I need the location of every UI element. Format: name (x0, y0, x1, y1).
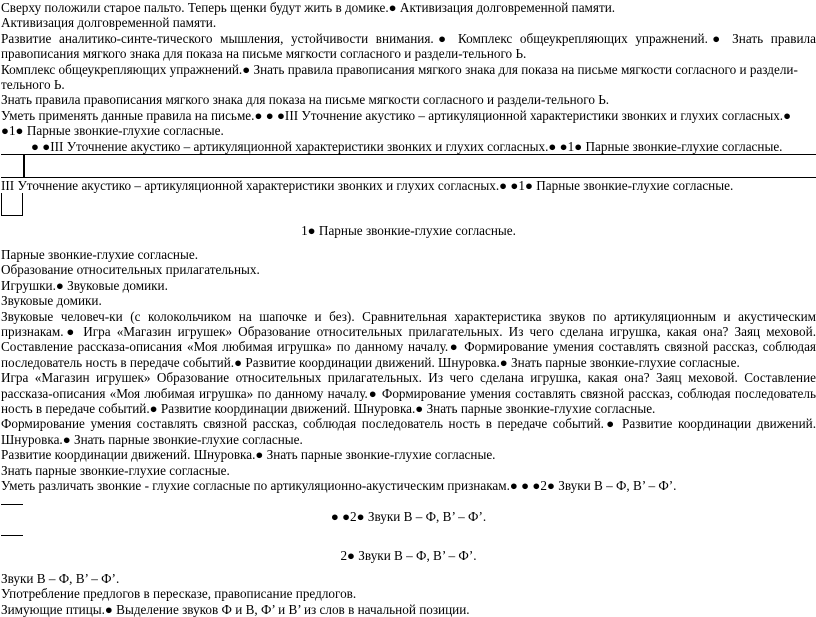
text-paragraph: Развитие аналитико-синте-тического мышления, устойчивости внимания.● Комплекс общеукрепляющих упражнений.● Знать правила правописания мягкого знака для показа на письме мягкости согласного и раздели-тельного Ь. (1, 30, 816, 62)
text-line: Знать парные звонкие-глухие согласные. (1, 462, 230, 478)
text-line: Парные звонкие-глухие согласные. (1, 246, 198, 262)
text-line (1, 493, 816, 508)
text-line: Употребление предлогов в пересказе, правописание предлогов. (1, 586, 357, 602)
text-line: Комплекс общеукрепляющих упражнений.● Знать правила правописания мягкого знака для показа на письме мягкости согласного и раздели-тельного Ь. (1, 61, 798, 93)
spacer (1, 563, 816, 571)
text-paragraph: Формирование умения составлять связной рассказ, соблюдая последователь ность в передаче событий.● Развитие координации движений. Шнуровка.● Знать парные звонкие-глухие согласные. (1, 416, 816, 447)
text-line: Сверху положили старое пальто. Теперь щенки будут жить в домике.● Активизация долговременной памяти. (1, 0, 616, 15)
spacer (1, 215, 816, 223)
text-line: Активизация долговременной памяти. (1, 15, 217, 31)
spacer (1, 239, 816, 247)
text-paragraph: Звуковые человеч-ки (с колокольчиком на шапочке и без). Сравнительная характеристика звуков по артикуляционным и акустическим признакам.● Игра «Магазин игрушек» Образование относительных прилагательных. Из чего сделана игрушка, какая она? Заяц меховой. Составление рассказа-описания «Моя любимая игрушка» по данному началу.● Формирование умения составлять связной рассказ, соблюдая последователь ность в передаче событий.● Развитие координации движений. Шнуровка.● Знать парные звонкие-глухие согласные. (1, 308, 816, 370)
text-line: Развитие координации движений. Шнуровка.● Знать парные звонкие-глухие согласные. (1, 447, 496, 463)
table-row (1, 193, 816, 215)
text-line: Знать правила правописания мягкого знака для показа на письме мягкости согласного и раздели-тельного Ь. (1, 92, 610, 108)
text-line: ● ●2● Звуки В – Ф, В’ – Ф’. (330, 508, 487, 524)
text-line (1, 524, 816, 539)
table-cell-border (1, 193, 23, 216)
text-paragraph: Игра «Магазин игрушек» Образование относительных прилагательных. Из чего сделана игрушка, какая она? Заяц меховой. Составление рассказа-описания «Моя любимая игрушка» по данному началу.● Формирование умения составлять связной рассказ, соблюдая последователь ность в передаче событий.● Развитие координации движений. Шнуровка.● Знать парные звонкие-глухие согласные. (1, 370, 816, 416)
text-line: Игрушки.● Звуковые домики. (1, 277, 168, 293)
short-rule (1, 496, 23, 505)
text-line: Зимующие птицы.● Выделение звуков Ф и В, Ф’ и В’ из слов в начальной позиции. (1, 601, 470, 617)
text-paragraph: Уметь применять данные правила на письме.● ● ●III Уточнение акустико – артикуляционной характеристики звонких и глухих согласных.● ●1● Парные звонкие-глухие согласные. (1, 107, 792, 139)
text-line: Уметь различать звонкие - глухие согласные по артикуляционно-акустическим признакам.● ● ●2● Звуки В – Ф, В’ – Ф’. (1, 477, 677, 493)
short-rule (1, 527, 23, 536)
table-row (1, 155, 816, 177)
text-line: ● ●III Уточнение акустико – артикуляционной характеристики звонких и глухих согласных.● ●1● Парные звонкие-глухие согласные. (31, 138, 783, 154)
spacer (1, 540, 816, 548)
text-line: Звуки В – Ф, В’ – Ф’. (1, 571, 120, 586)
text-line: Звуковые домики. (1, 293, 102, 309)
table-cell-border (23, 155, 25, 177)
text-line: 1● Парные звонкие-глухие согласные. (301, 223, 516, 239)
text-line: 2● Звуки В – Ф, В’ – Ф’. (340, 547, 477, 563)
text-line: III Уточнение акустико – артикуляционной характеристики звонких и глухих согласных.● ●1● Парные звонкие-глухие согласные. (1, 178, 734, 194)
text-line: Образование относительных прилагательных. (1, 262, 260, 278)
